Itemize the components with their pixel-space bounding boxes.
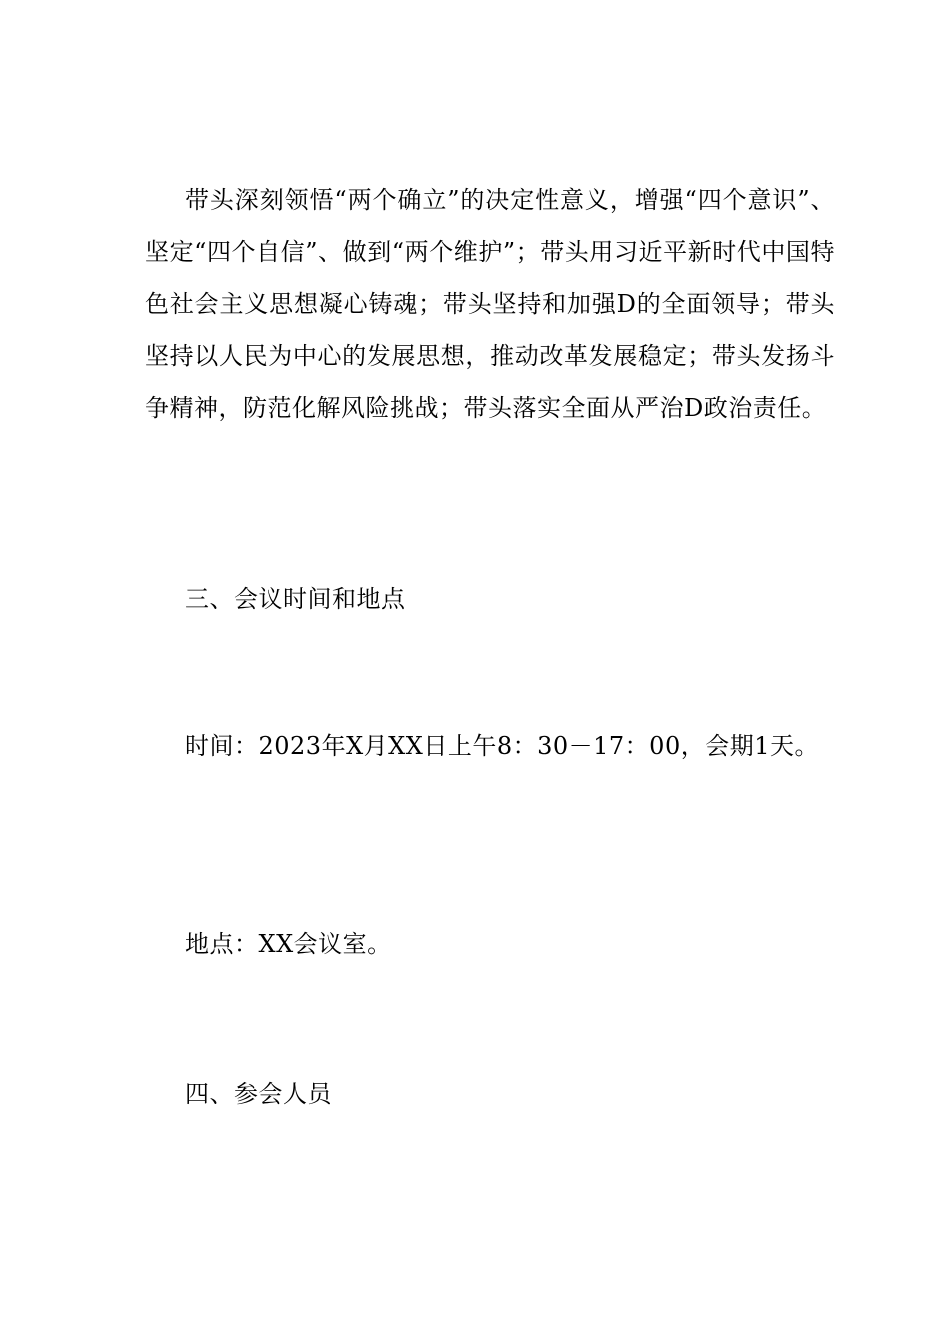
section-heading-time-place: 三、会议时间和地点 — [185, 585, 406, 613]
leadership-paragraph: 带头深刻领悟“两个确立”的决定性意义，增强“四个意识”、坚定“四个自信”、做到“两个维护”；带头用习近平新时代中国特色社会主义思想凝心铸魂；带头坚持和加强D的全面领导；带头坚持以人民为中心的发展思想，推动改革发展稳定；带头发扬斗争精神，防范化解风险挑战；带头落实全面从严治D政治责任。 — [145, 186, 835, 422]
section-heading-attendees: 四、参会人员 — [185, 1080, 332, 1108]
meeting-time-paragraph: 时间：2023年X月XX日上午8：30－17：00，会期1天。 — [185, 732, 819, 760]
meeting-place-paragraph: 地点：XX会议室。 — [185, 930, 392, 958]
